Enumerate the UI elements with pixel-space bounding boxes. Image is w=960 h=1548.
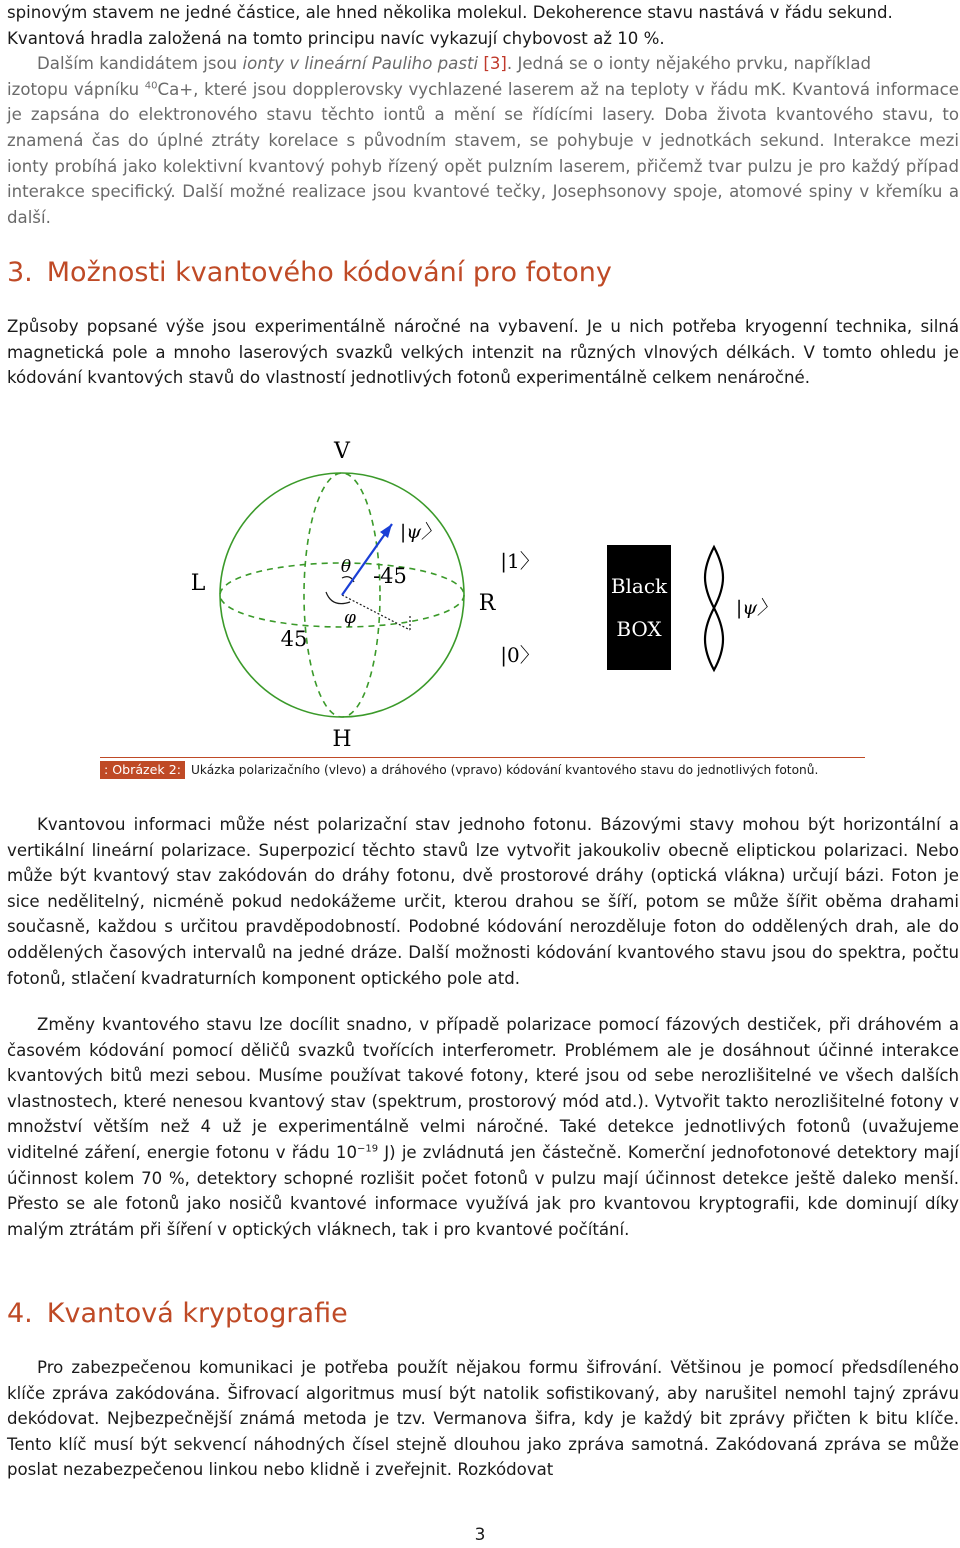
body-paragraph-1: Kvantovou informaci může nést polarizační stav jednoho fotonu. Bázovými stavy mohou být horizontální a vertikální lineární polarizace. Superpozicí těchto stavů lze vytvořit jakoukoliv obecně eliptickou polarizaci. Nebo může být kvantový stav zakódován do dráhy fotonu, dvě prostorové dráhy (optická vlákna) určují bázi. Foton je sice nedělitelný, nicméně pokud nedokážeme určit, kterou drahou se šíří, potom se může šířit oběma drahami současně, každou s určitou pravděpodobností. Podobné kódování nerozděluje foton do oddělených drah, ale do oddělených časových intervalů na jedné dráze. Další možnosti kódování kvantového stavu jsou do spektra, počtu fotonů, stlačení kvadraturních komponent optického pole atd.: [7, 815, 959, 988]
label-minus-45: -45: [373, 564, 407, 588]
top-line-1: spinovým stavem ne jedné částice, ale hned několika molekul. Dekoherence stavu nastává v řádu sekund.: [7, 3, 893, 22]
label-phi: φ: [344, 608, 356, 628]
figure-2: [0, 420, 960, 760]
text-run: izotopu vápníku: [7, 79, 145, 99]
section-3-paragraph: Způsoby popsané výše jsou experimentálně náročné na vybavení. Je u nich potřeba kryogenní technika, silná magnetická pole a mnoho laserových svazků velkých intenzit na různých vlnových délkách. V tomto ohledu je kódování kvantových stavů do vlastností jednotlivých fotonů experimentálně celkem nenáročné.: [7, 317, 959, 388]
black-box-label-1: Black: [610, 574, 668, 598]
label-h: H: [332, 727, 352, 752]
label-v: V: [334, 439, 350, 464]
section-number: 3.: [7, 257, 33, 288]
label-psi-right: |ψ〉: [735, 597, 777, 619]
section-4-heading: [7, 1298, 348, 1329]
body-paragraph-2: [7, 1012, 959, 1242]
text-run: Ca+, které jsou dopplerovsky vychlazené laserem až na teploty v řádu mK. Kvantová informace je zapsána do elektronového stavu těchto iontů a mění se řídícími lasery. Doba života kvantového stavu, to znamená čas do úplné ztráty korelace s původním stavem, se pohybuje v jednotkách sekund. Interakce mezi ionty probíhá jako kolektivní kvantový pohyb řízený opět pulzním laserem, přičemž tvar pulzu je pro každý případ interakce specifický. Další možné realizace jsou kvantové tečky, Josephsonovy spoje, atomové spiny v křemíku a další.: [7, 79, 959, 227]
label-r: R: [478, 591, 496, 616]
text-run: J) je zvládnutá jen částečně. Komerční jednofotonové detektory mají účinnost kolem 70 %, detektory schopné rozlišit počet fotonů v pulzu mají účinnost detekce ještě daleko menší. Přesto se ale fotonů jako nosičů kvantové informace využívá jak pro kvantovou kryptografii, kde dominují díky malým ztrátám při šíření v optických vláknech, tak i pro kvantové počítání.: [7, 1142, 959, 1239]
caption-text: Ukázka polarizačního (vlevo) a dráhového (vpravo) kódování kvantového stavu do jednotlivých fotonů.: [190, 763, 819, 777]
top-line-2: Kvantová hradla založená na tomto principu navíc vykazují chybovost až 10 %.: [7, 28, 665, 48]
section-3-heading: [7, 257, 612, 288]
text-run: . Jedná se o ionty nějakého prvku, například: [506, 54, 872, 74]
isotope-superscript: 40: [144, 80, 158, 92]
section-title: Možnosti kvantového kódování pro fotony: [46, 257, 612, 288]
label-ket-1: |1〉: [500, 549, 540, 573]
top-line-4: [7, 80, 959, 227]
top-line-3: [7, 54, 871, 73]
label-psi-left: |ψ〉: [399, 521, 441, 543]
fiber-output-icon: [705, 547, 723, 670]
caption-label: : Obrázek 2:: [100, 761, 185, 779]
section-4-paragraph: Pro zabezpečenou komunikaci je potřeba použít nějakou formu šifrování. Většinou je pomocí předsdíleného klíče zpráva zakódována. Šifrovací algoritmus musí být natolik sofistikovaný, aby narušitel nemohl tajný zprávu dekódovat. Nejbezpečnější známá metoda je tzv. Vermanova šifra, kdy je každý bit zprávy přičten k bitu klíče. Tento klíč musí být sekvencí náhodných čísel stejně dlouhou jako zpráva samotná. Zakódovaná zpráva se může poslat nezabezpečenou linkou nebo klidně i zveřejnit. Rozkódovat: [7, 1358, 959, 1480]
section-number: 4.: [7, 1298, 33, 1329]
label-l: L: [190, 571, 206, 596]
black-box: [607, 545, 671, 670]
section-title: Kvantová kryptografie: [46, 1298, 348, 1329]
italic-term: ionty v lineární Pauliho pasti: [242, 54, 479, 74]
page-number: 3: [474, 1525, 486, 1545]
black-box-label-2: BOX: [616, 617, 662, 641]
label-theta: θ: [340, 557, 352, 577]
arrowhead-icon: [380, 524, 392, 538]
top-paragraph: [7, 0, 959, 230]
label-ket-0: |0〉: [500, 643, 540, 667]
text-run: Dalším kandidátem jsou: [37, 54, 243, 74]
label-45: 45: [280, 627, 308, 651]
citation-link[interactable]: [3]: [483, 54, 507, 74]
text-run: Změny kvantového stavu lze docílit snadno, v případě polarizace pomocí fázových destiček, při dráhovém a časovém kódování pomocí děličů svazků tvořících interferometr. Problémem ale je dosáhnout účinné interakce kvantových bitů mezi sebou. Musíme používat takové fotony, které jsou od sebe nerozlišitelné ve všech dalších vlastnostech, které nenesou kvantový stav (spektrum, prostorový mód atd.). Vytvořit takto nerozlišitelné fotony v množství větším než 4 už je experimentálně velmi náročné. Také detekce jednotlivých fotonů (uvažujeme viditelné záření, energie fotonu v řádu 10: [7, 1015, 959, 1162]
figure-caption: [100, 762, 865, 778]
exponent: −19: [357, 1143, 379, 1155]
caption-rule: [100, 757, 865, 758]
